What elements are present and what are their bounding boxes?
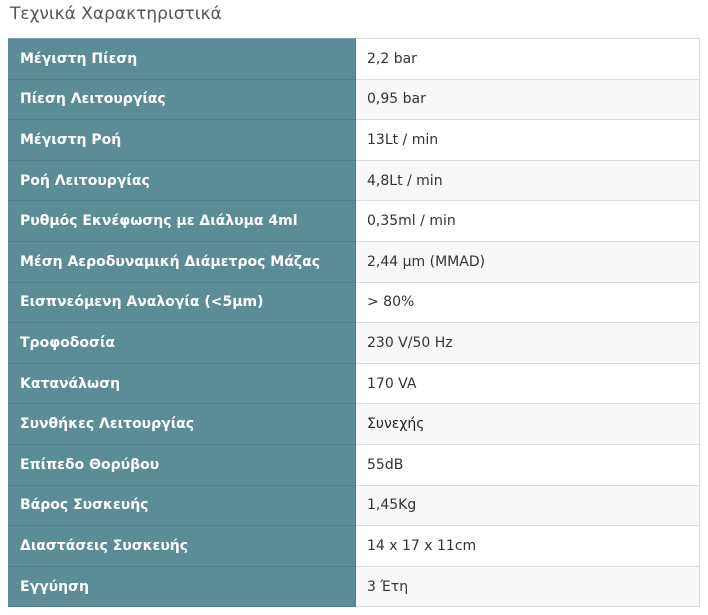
table-row xyxy=(9,282,700,323)
spec-label: Διαστάσεις Συσκευής xyxy=(9,526,356,567)
spec-value: 230 V/50 Hz xyxy=(356,323,700,364)
spec-label: Επίπεδο Θορύβου xyxy=(9,444,356,485)
spec-value: 13Lt / min xyxy=(356,120,700,161)
spec-value: 14 x 17 x 11cm xyxy=(356,526,700,567)
spec-value: 1,45Kg xyxy=(356,485,700,526)
spec-value: 0,35ml / min xyxy=(356,201,700,242)
spec-label: Συνθήκες Λειτουργίας xyxy=(9,404,356,445)
spec-label: Κατανάλωση xyxy=(9,363,356,404)
spec-value: 4,8Lt / min xyxy=(356,160,700,201)
spec-value: 170 VA xyxy=(356,363,700,404)
table-row xyxy=(9,566,700,607)
table-row xyxy=(9,241,700,282)
spec-label: Ρυθμός Εκνέφωσης με Διάλυμα 4ml xyxy=(9,201,356,242)
table-row xyxy=(9,201,700,242)
spec-label: Ροή Λειτουργίας xyxy=(9,160,356,201)
spec-value: 0,95 bar xyxy=(356,79,700,120)
table-row xyxy=(9,404,700,445)
spec-label: Τροφοδοσία xyxy=(9,323,356,364)
spec-value: 55dB xyxy=(356,444,700,485)
table-row xyxy=(9,323,700,364)
specifications-table xyxy=(8,38,700,607)
table-row xyxy=(9,160,700,201)
spec-value: 2,44 μm (MMAD) xyxy=(356,241,700,282)
spec-value: 3 Έτη xyxy=(356,566,700,607)
table-row xyxy=(9,444,700,485)
table-row xyxy=(9,120,700,161)
spec-label: Εισπνεόμενη Αναλογία (<5μm) xyxy=(9,282,356,323)
spec-label: Μέγιστη Πίεση xyxy=(9,39,356,80)
page-title: Τεχνικά Χαρακτηριστικά xyxy=(10,4,222,24)
table-row xyxy=(9,526,700,567)
table-row xyxy=(9,363,700,404)
spec-label: Μέγιστη Ροή xyxy=(9,120,356,161)
table-row xyxy=(9,39,700,80)
spec-label: Μέση Αεροδυναμική Διάμετρος Μάζας xyxy=(9,241,356,282)
spec-value: 2,2 bar xyxy=(356,39,700,80)
table-row xyxy=(9,79,700,120)
spec-label: Πίεση Λειτουργίας xyxy=(9,79,356,120)
spec-value: Συνεχής xyxy=(356,404,700,445)
spec-label: Εγγύηση xyxy=(9,566,356,607)
spec-label: Βάρος Συσκευής xyxy=(9,485,356,526)
spec-value: > 80% xyxy=(356,282,700,323)
table-row xyxy=(9,485,700,526)
